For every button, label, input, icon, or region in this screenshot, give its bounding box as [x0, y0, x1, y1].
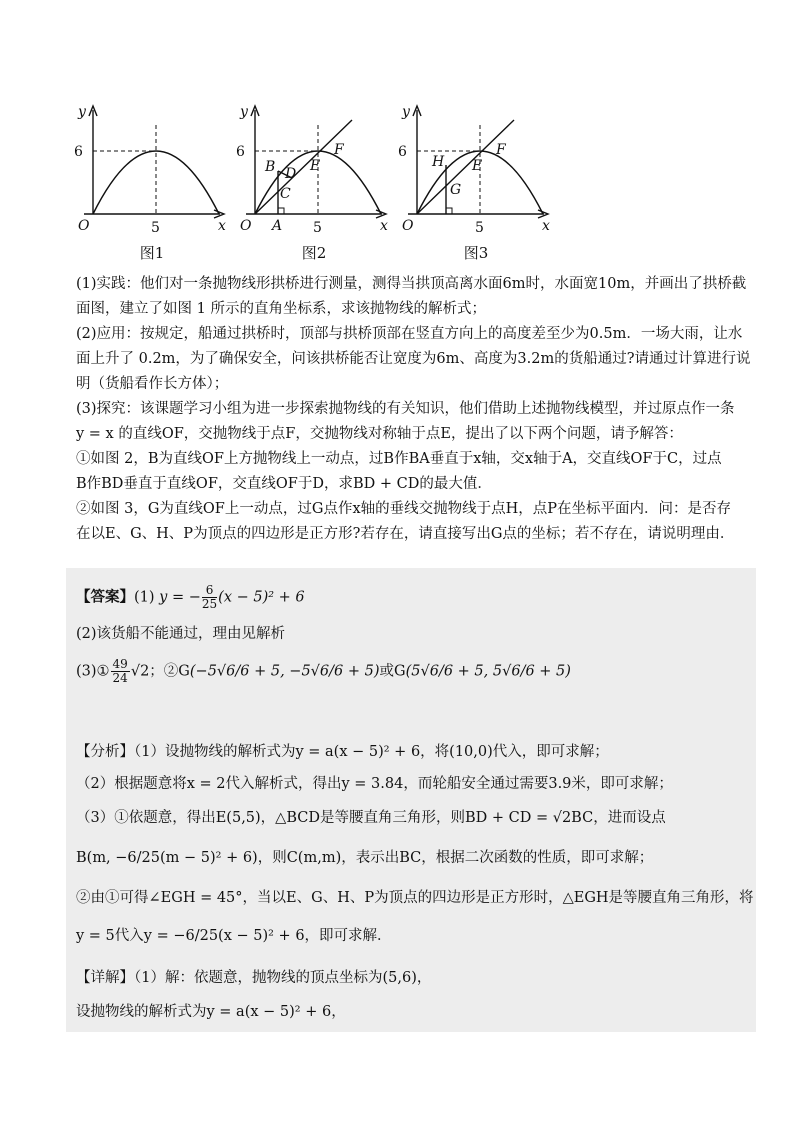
question-part3-line6: 在以E、G、H、P为顶点的四边形是正方形?若存在，请直接写出G点的坐标；若不存在，请说明理由．	[76, 526, 735, 542]
fig2-tick-6: 6	[236, 144, 245, 160]
answer-1-expr-post: (x − 5)² + 6	[218, 589, 305, 606]
answer-line-1	[76, 584, 746, 611]
question-part3-line4: B作BD垂直于直线OF，交直线OF于D，求BD + CD的最大值．	[76, 476, 492, 492]
fig2-point-b: B	[265, 159, 276, 175]
answer-3-den: 24	[112, 671, 128, 685]
fig3-point-e: E	[472, 158, 483, 174]
fig3-point-f: F	[496, 142, 506, 158]
answer-line-3	[76, 658, 746, 685]
fig3-caption: 图3	[463, 244, 489, 262]
answer-1-expr-pre: y = −	[159, 589, 201, 606]
fig2-y-label: y	[240, 104, 248, 120]
analysis-line-2: （2）根据题意将x = 2代入解析式，得出y = 3.84，而轮船安全通过需要3.9米，即可求解；	[76, 776, 673, 792]
analysis-line-6: y = 5代入y = −6/25(x − 5)² + 6，即可求解．	[76, 928, 392, 944]
fig3-x-label: x	[542, 218, 550, 234]
answer-3-or: 或G	[379, 663, 406, 680]
fig2-origin: O	[240, 218, 252, 234]
analysis-line-5: ②由①可得∠EGH = 45°，当以E、G、H、P为顶点的四边形是正方形时，△EGH是等腰直角三角形，将	[76, 890, 754, 906]
analysis-line-1: 【分析】（1）设抛物线的解析式为y = a(x − 5)² + 6，将(10,0)代入，即可求解；	[76, 744, 609, 760]
fig2-x-label: x	[380, 218, 388, 234]
fig2-point-e: E	[310, 158, 321, 174]
fig3-tick-6: 6	[398, 144, 407, 160]
fig2-point-a: A	[272, 218, 283, 234]
answer-1-num: 6	[202, 584, 217, 598]
fig1-tick-5: 5	[151, 220, 160, 236]
fig3-point-h: H	[432, 154, 445, 170]
detail-line-2: 设抛物线的解析式为y = a(x − 5)² + 6，	[76, 1004, 346, 1020]
fig1-origin: O	[78, 218, 90, 234]
fig3-tick-5: 5	[475, 220, 484, 236]
answer-1-fraction	[202, 584, 217, 611]
fig2-point-c: C	[280, 186, 291, 202]
answer-label: 【答案】	[76, 588, 134, 606]
fig2-point-d: D	[285, 166, 297, 182]
answer-1-den: 25	[201, 597, 218, 611]
question-part2-line3: 明（货船看作长方体）；	[76, 376, 229, 392]
fig3-y-label: y	[402, 104, 410, 120]
figure-2	[232, 92, 402, 242]
answer-1-prefix: (1)	[134, 589, 155, 606]
question-part2-line2: 面上升了 0.2m，为了确保安全，问该拱桥能否让宽度为6m、高度为3.2m的货船通过?请通过计算进行说	[76, 351, 751, 367]
question-block	[76, 272, 751, 547]
answer-line-2: (2)该货船不能通过，理由见解析	[76, 626, 286, 642]
answer-3-g2: (5√6/6 + 5, 5√6/6 + 5)	[405, 663, 571, 680]
question-part1-line2: 面图，建立了如图 1 所示的直角坐标系，求该抛物线的解析式；	[76, 301, 486, 317]
answer-3-g1: (−5√6/6 + 5, −5√6/6 + 5)	[189, 663, 380, 680]
answer-3-tail: √2；②G	[130, 663, 190, 680]
question-part3-line3: ①如图 2，B为直线OF上方抛物线上一动点，过B作BA垂直于x轴，交x轴于A，交直线OF于C，过点	[76, 451, 722, 467]
fig2-tick-5: 5	[313, 220, 322, 236]
question-part2-line1: (2)应用：按规定，船通过拱桥时，顶部与拱桥顶部在竖直方向上的高度差至少为0.5m．一场大雨，让水	[76, 326, 743, 342]
fig3-origin: O	[402, 218, 414, 234]
fig2-point-f: F	[334, 142, 344, 158]
question-part3-line5: ②如图 3，G为直线OF上一动点，过G点作x轴的垂线交抛物线于点H，点P在坐标平面内．问：是否存	[76, 501, 732, 517]
fig1-y-label: y	[78, 104, 86, 120]
question-part3-line2: y = x 的直线OF，交抛物线于点F，交抛物线对称轴于点E，提出了以下两个问题，请予解答：	[76, 426, 683, 442]
fig2-caption: 图2	[301, 244, 327, 262]
question-part3-line1: (3)探究：该课题学习小组为进一步探索抛物线的有关知识，他们借助上述抛物线模型，并过原点作一条	[76, 401, 735, 417]
answer-3-fraction	[111, 658, 130, 685]
fig2-right-angle	[278, 208, 284, 214]
fig3-right-angle	[446, 208, 452, 214]
figure-1	[70, 92, 240, 242]
detail-line-1: 【详解】（1）解：依题意，抛物线的顶点坐标为(5,6)，	[76, 970, 432, 986]
answer-3-num: 49	[112, 657, 128, 671]
answer-3-prefix: (3)①	[76, 663, 110, 680]
figure-3	[394, 92, 564, 242]
figures-row	[60, 92, 560, 272]
fig1-x-label: x	[218, 218, 226, 234]
fig1-caption: 图1	[139, 244, 165, 262]
fig1-tick-6: 6	[74, 144, 83, 160]
fig3-point-g: G	[450, 182, 462, 198]
question-part1-line1: (1)实践：他们对一条抛物线形拱桥进行测量，测得当拱顶高离水面6m时，水面宽10m，并画出了拱桥截	[76, 276, 747, 292]
analysis-line-4: B(m, −6/25(m − 5)² + 6)，则C(m,m)，表示出BC，根据二次函数的性质，即可求解；	[76, 850, 654, 866]
analysis-line-3: （3）①依题意，得出E(5,5)，△BCD是等腰直角三角形，则BD + CD = √2BC，进而设点	[76, 810, 666, 826]
